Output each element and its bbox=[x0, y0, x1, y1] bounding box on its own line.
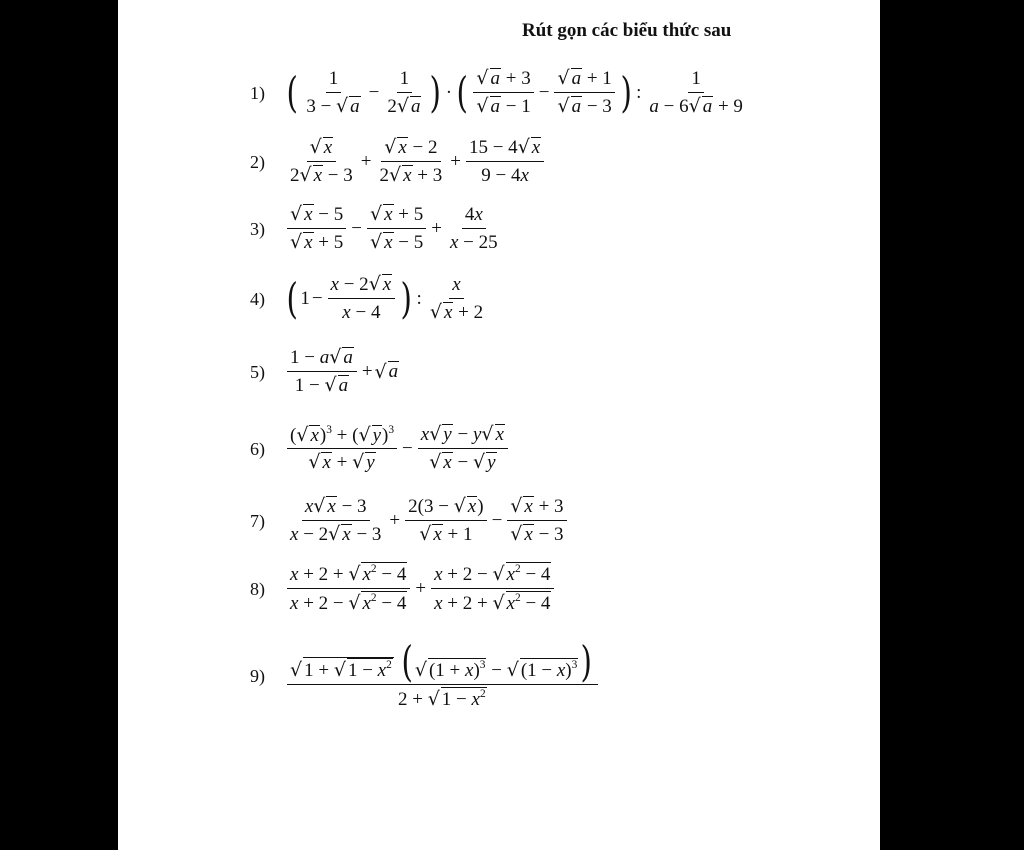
problem-1 bbox=[118, 60, 880, 126]
problem-number: 2) bbox=[250, 151, 265, 172]
problem-number: 7) bbox=[250, 510, 265, 531]
problem-5 bbox=[118, 340, 880, 404]
expression-2: $\frac{√ x}{2√ x - 3}$ + $\frac{√ x - 2}{2√ x + 3}$ + $\frac{15 - 4√ x}{9 - 4x}$ bbox=[284, 136, 547, 188]
expression-1: ( $\frac{1}{3 - √ a}$ − $\frac{1}{2√ a}$ ) · ( $\frac{√ a + 3}{√ a - 1}$ − $\frac{√ a + 1}{√ a - 3}$ ) : $\frac{1}{a - 6√ a + 9}$ bbox=[286, 67, 743, 118]
problem-number: 6) bbox=[250, 438, 265, 459]
problem-number: 3) bbox=[250, 218, 265, 239]
expression-3: $\frac{√ x - 5}{√ x + 5}$ − $\frac{√ x + 5}{√ x - 5}$ + $\frac{4x}{x - 25}$ bbox=[284, 203, 504, 255]
problem-6 bbox=[118, 414, 880, 484]
expression-8: $\frac{x + 2 + √ x^2 - 4}{x + 2 - √ x^2 - 4}$ + $\frac{x + 2 - √ x^2 - 4}{x + 2 + √ x^2 - 4}$ bbox=[284, 562, 557, 615]
document-page bbox=[118, 0, 880, 850]
problem-4 bbox=[118, 266, 880, 332]
expression-5: $\frac{1 - a√ a}{1 - √ a}$ + √ a bbox=[284, 346, 399, 398]
problem-3 bbox=[118, 198, 880, 260]
problem-number: 4) bbox=[250, 288, 265, 309]
problem-2 bbox=[118, 132, 880, 192]
problem-number: 9) bbox=[250, 665, 265, 686]
problem-number: 8) bbox=[250, 578, 265, 599]
expression-7: $\frac{x√ x - 3}{x - 2√ x - 3}$ + $\frac{2(3 - √ x)}{√ x + 1}$ − $\frac{√ x + 3}{√ x - 3}$ bbox=[284, 495, 570, 547]
problem-number: 5) bbox=[250, 361, 265, 382]
page-title: Rút gọn các biểu thức sau bbox=[522, 20, 732, 41]
expression-9: $\frac{√ 1 + √ 1 - x^2 ( √ (1 + x)^3 - √ (1 - x)^3)}{2 + √ 1 - x^2}$ bbox=[284, 641, 601, 712]
expression-4: ( 1 − $\frac{x - 2√ x}{x - 4}$ ) : $\frac{x}{√ x + 2}$ bbox=[286, 273, 484, 324]
expression-6: $\frac{(√ x)^3 + (√ y)^3}{√ x + √ y}$ − $\frac{x√ y - y√ x}{√ x - √ y}$ bbox=[284, 423, 511, 475]
problem-7 bbox=[118, 488, 880, 554]
problem-9 bbox=[118, 630, 880, 722]
problem-8 bbox=[118, 556, 880, 622]
problem-number: 1) bbox=[250, 82, 265, 103]
